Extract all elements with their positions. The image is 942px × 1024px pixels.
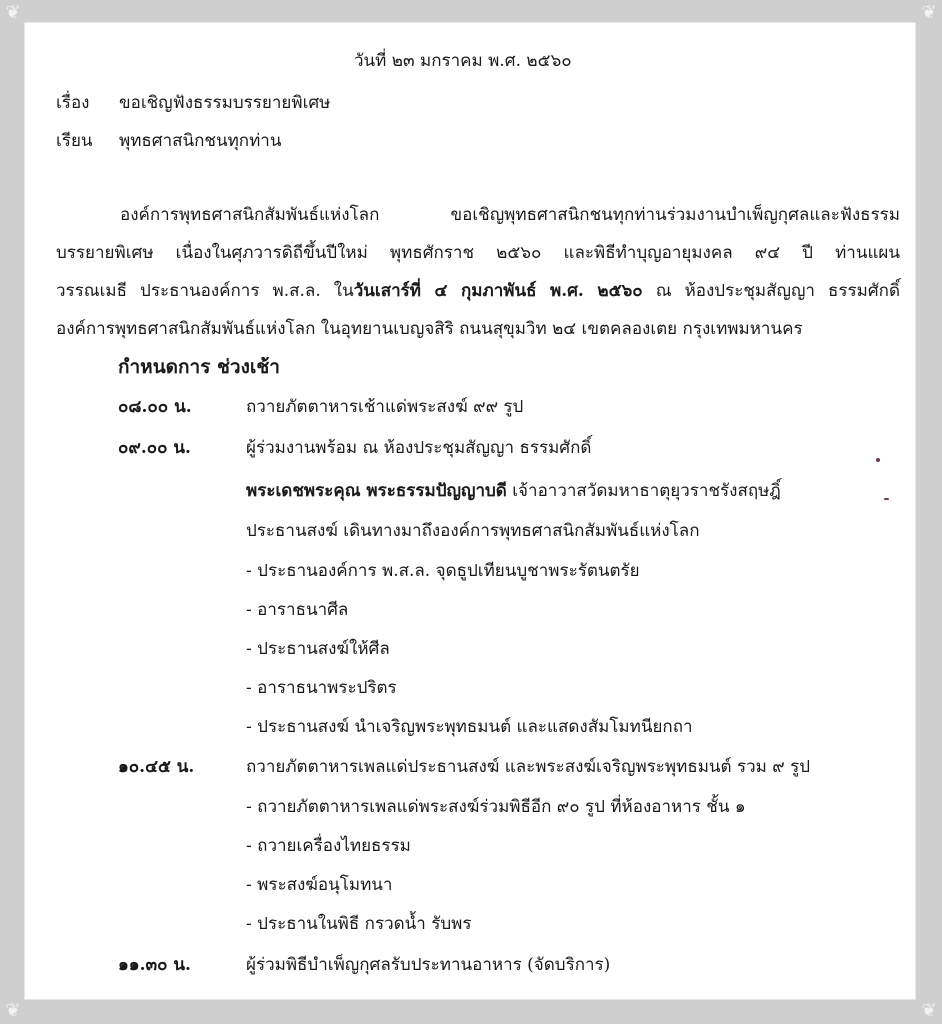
corner-ornament-icon: ❦ <box>921 1000 937 1021</box>
body-line-1: องค์การพุทธศาสนิกสัมพันธ์แห่งโลก ขอเชิญพุทธศาสนิกชนทุกท่านร่วมงานบำเพ็ญกุศลและฟังธรรม <box>120 205 900 225</box>
body-line-2: บรรยายพิเศษ เนื่องในศุภวารดิถีขึ้นปีใหม่ พุทธศักราช ๒๕๖๐ และพิธีทำบุญอายุมงคล ๙๔ ปี ท่านแผน <box>56 243 900 263</box>
schedule-time: ๐๘.๐๐ น. <box>118 397 192 417</box>
list-item: - พระสงฆ์อนุโมทนา <box>246 875 393 895</box>
schedule-time: ๐๙.๐๐ น. <box>118 438 191 458</box>
schedule-text: ถวายภัตตาหารเช้าแด่พระสงฆ์ ๙๙ รูป <box>246 397 524 417</box>
event-date: วันเสาร์ที่ ๔ กุมภาพันธ์ พ.ศ. ๒๕๖๐ <box>353 281 643 301</box>
list-item: - ถวายภัตตาหารเพลแด่พระสงฆ์ร่วมพิธีอีก ๙๐ รูป ที่ห้องอาหาร ชั้น ๑ <box>246 797 746 817</box>
corner-ornament-icon: ❦ <box>5 1000 21 1021</box>
letter-date: วันที่ ๒๓ มกราคม พ.ศ. ๒๕๖๐ <box>354 51 572 71</box>
body-line-4: องค์การพุทธศาสนิกสัมพันธ์แห่งโลก ในอุทยานเบญจสิริ ถนนสุขุมวิท ๒๔ เขตคลองเตย กรุงเทพมหานคร <box>56 319 803 339</box>
schedule-text: ผู้ร่วมงานพร้อม ณ ห้องประชุมสัญญา ธรรมศักดิ์ <box>246 438 592 458</box>
letter-page <box>24 22 916 1000</box>
corner-ornament-icon: ❦ <box>921 2 937 23</box>
monk-line-1 <box>246 480 781 502</box>
to-text: พุทธศาสนิกชนทุกท่าน <box>119 131 282 151</box>
list-item: - ประธานสงฆ์ให้ศีล <box>246 639 390 659</box>
schedule-heading: กำหนดการ ช่วงเช้า <box>118 356 280 378</box>
list-item: - ถวายเครื่องไทยธรรม <box>246 836 411 856</box>
body-line-3-post: ณ ห้องประชุมสัญญา ธรรมศักดิ์ <box>642 281 900 301</box>
schedule-text: ผู้ร่วมพิธีบำเพ็ญกุศลรับประทานอาหาร (จัดบริการ) <box>246 955 611 975</box>
body-line-3 <box>56 280 900 302</box>
subject-label: เรื่อง <box>56 93 90 113</box>
ink-speck <box>884 498 889 500</box>
monk-name: พระเดชพระคุณ พระธรรมปัญญาบดี <box>246 481 507 501</box>
schedule-time: ๑๑.๓๐ น. <box>118 955 191 975</box>
list-item: - ประธานในพิธี กรวดน้ำ รับพร <box>246 914 472 934</box>
corner-ornament-icon: ❦ <box>5 2 21 23</box>
list-item: - ประธานองค์การ พ.ส.ล. จุดธูปเทียนบูชาพระรัตนตรัย <box>246 561 640 581</box>
list-item: - อาราธนาศีล <box>246 600 349 620</box>
monk-title: เจ้าอาวาสวัดมหาธาตุยุวราชรังสฤษฎิ์ <box>506 481 781 501</box>
to-label: เรียน <box>56 131 93 151</box>
list-item: - ประธานสงฆ์ นำเจริญพระพุทธมนต์ และแสดงสัมโมทนียกถา <box>246 717 693 737</box>
schedule-time: ๑๐.๔๕ น. <box>118 757 195 777</box>
monk-line-2: ประธานสงฆ์ เดินทางมาถึงองค์การพุทธศาสนิกสัมพันธ์แห่งโลก <box>246 521 700 541</box>
subject-text: ขอเชิญฟังธรรมบรรยายพิเศษ <box>119 93 331 113</box>
ink-speck <box>876 458 880 462</box>
schedule-text: ถวายภัตตาหารเพลแด่ประธานสงฆ์ และพระสงฆ์เจริญพระพุทธมนต์ รวม ๙ รูป <box>246 757 811 777</box>
list-item: - อาราธนาพระปริตร <box>246 678 397 698</box>
body-line-3-pre: วรรณเมธี ประธานองค์การ พ.ส.ล. ใน <box>56 281 354 301</box>
